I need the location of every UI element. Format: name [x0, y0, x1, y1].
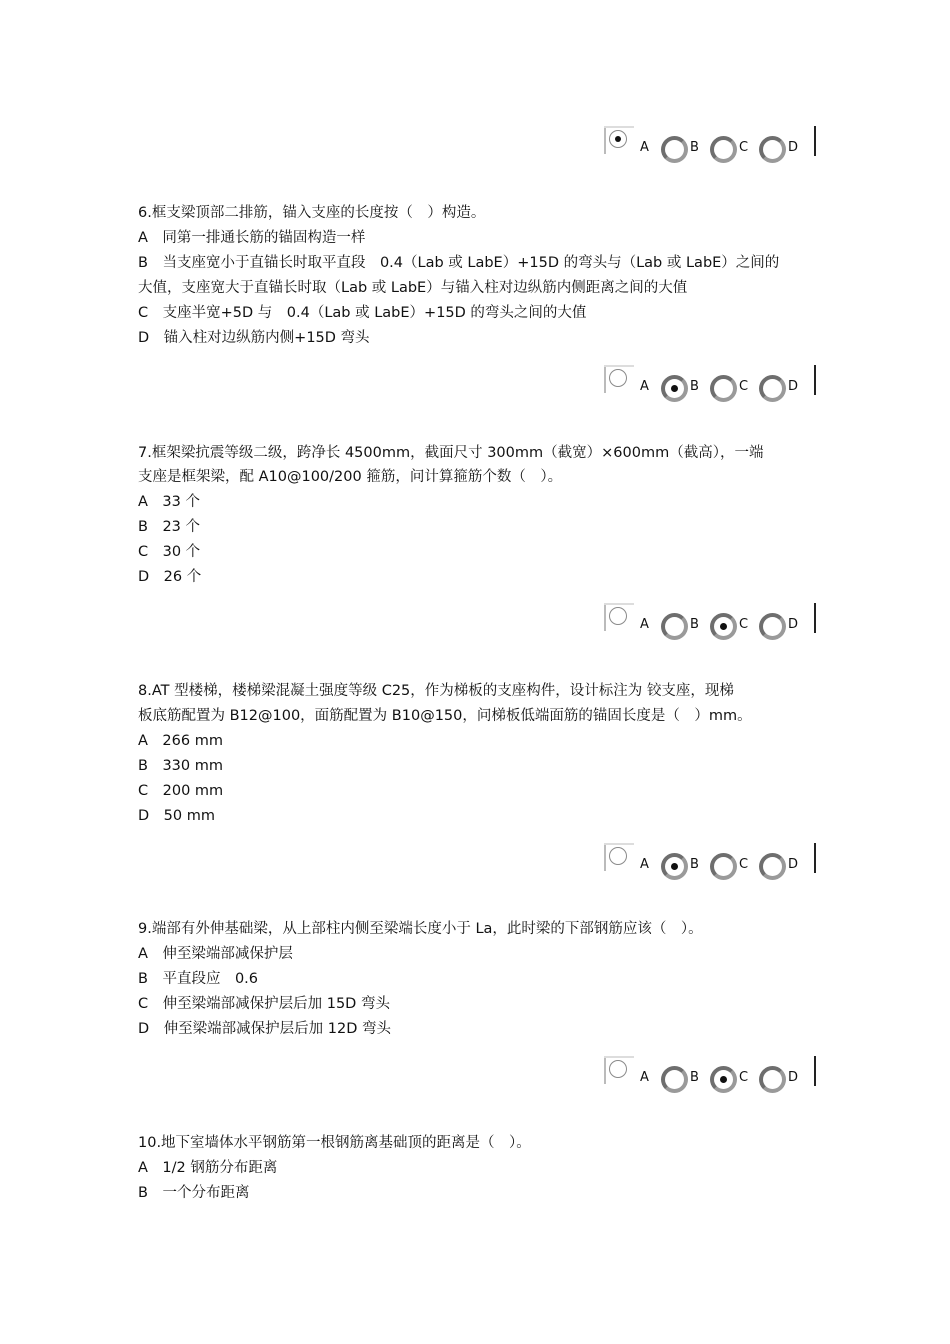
answer-row-7	[604, 603, 818, 637]
radio-label-b: B	[690, 140, 699, 155]
radio-label-a: A	[640, 857, 649, 872]
radio-b[interactable]	[661, 613, 688, 640]
radio-label-c: C	[739, 617, 749, 632]
divider	[814, 126, 816, 156]
frame-edge	[604, 603, 634, 605]
radio-label-d: D	[788, 1070, 799, 1085]
radio-label-b: B	[690, 1070, 699, 1085]
radio-a[interactable]	[609, 369, 627, 387]
option-c: C 30 个	[138, 544, 201, 560]
option-a: A 同第一排通长筋的锚固构造一样	[138, 230, 366, 246]
radio-a[interactable]	[609, 847, 627, 865]
answer-row-5	[604, 126, 818, 160]
option-d: D 伸至梁端部减保护层后加 12D 弯头	[138, 1021, 391, 1037]
option-d: D 26 个	[138, 569, 202, 585]
question-stem: 6.框支梁顶部二排筋，锚入支座的长度按（ ）构造。	[138, 205, 486, 221]
radio-b[interactable]	[661, 136, 688, 163]
frame-edge	[604, 843, 634, 845]
radio-label-c: C	[739, 1070, 749, 1085]
answer-row-6	[604, 365, 818, 399]
frame-edge	[604, 843, 606, 871]
radio-d[interactable]	[759, 613, 786, 640]
radio-c[interactable]	[710, 1066, 737, 1093]
frame-edge	[604, 1056, 606, 1084]
radio-label-a: A	[640, 1070, 649, 1085]
selected-dot	[615, 136, 621, 142]
selected-dot	[720, 623, 727, 630]
radio-d[interactable]	[759, 1066, 786, 1093]
selected-dot	[671, 385, 678, 392]
radio-c[interactable]	[710, 613, 737, 640]
option-a: A 33 个	[138, 494, 200, 510]
option-d: D 锚入柱对边纵筋内侧+15D 弯头	[138, 330, 370, 346]
radio-c[interactable]	[710, 136, 737, 163]
option-c: C 200 mm	[138, 783, 224, 799]
question-stem: 10.地下室墙体水平钢筋第一根钢筋离基础顶的距离是（ ）。	[138, 1135, 531, 1151]
frame-edge	[604, 365, 606, 393]
frame-edge	[604, 365, 634, 367]
question-stem: 9.端部有外伸基础梁，从上部柱内侧至梁端长度小于 La，此时梁的下部钢筋应该（ ）。	[138, 921, 703, 937]
option-d: D 50 mm	[138, 808, 215, 824]
divider	[814, 603, 816, 633]
radio-c[interactable]	[710, 853, 737, 880]
radio-b[interactable]	[661, 1066, 688, 1093]
option-a: A 伸至梁端部减保护层	[138, 946, 293, 962]
radio-label-c: C	[739, 140, 749, 155]
radio-label-a: A	[640, 379, 649, 394]
option-b: B 330 mm	[138, 758, 223, 774]
radio-b[interactable]	[661, 375, 688, 402]
radio-a[interactable]	[609, 130, 627, 148]
selected-dot	[720, 1076, 727, 1083]
radio-label-a: A	[640, 140, 649, 155]
radio-label-c: C	[739, 857, 749, 872]
frame-edge	[604, 1056, 634, 1058]
option-b: B 当支座宽小于直锚长时取平直段 0.4（Lab 或 LabE）+15D 的弯头与（Lab 或 LabE）之间的	[138, 255, 780, 271]
radio-b[interactable]	[661, 853, 688, 880]
frame-edge	[604, 126, 606, 154]
radio-c[interactable]	[710, 375, 737, 402]
divider	[814, 365, 816, 395]
option-b: B 一个分布距离	[138, 1185, 250, 1201]
radio-label-d: D	[788, 379, 799, 394]
frame-edge	[604, 126, 634, 128]
selected-dot	[671, 863, 678, 870]
radio-d[interactable]	[759, 136, 786, 163]
radio-a[interactable]	[609, 607, 627, 625]
divider	[814, 843, 816, 873]
option-a: A 1/2 钢筋分布距离	[138, 1160, 278, 1176]
option-a: A 266 mm	[138, 733, 223, 749]
question-stem-continued: 支座是框架梁，配 A10@100/200 箍筋，问计算箍筋个数（ ）。	[138, 469, 563, 485]
radio-label-d: D	[788, 617, 799, 632]
radio-label-b: B	[690, 857, 699, 872]
radio-label-c: C	[739, 379, 749, 394]
question-stem: 7.框架梁抗震等级二级，跨净长 4500mm，截面尺寸 300mm（截宽）×600mm（截高），一端	[138, 445, 764, 461]
radio-label-b: B	[690, 379, 699, 394]
radio-label-d: D	[788, 857, 799, 872]
option-c: C 支座半宽+5D 与 0.4（Lab 或 LabE）+15D 的弯头之间的大值	[138, 305, 587, 321]
radio-label-a: A	[640, 617, 649, 632]
answer-row-9	[604, 1056, 818, 1090]
option-b: B 23 个	[138, 519, 201, 535]
divider	[814, 1056, 816, 1086]
radio-a[interactable]	[609, 1060, 627, 1078]
option-b-continued: 大值，支座宽大于直锚长时取（Lab 或 LabE）与锚入柱对边纵筋内侧距离之间的大值	[138, 280, 688, 296]
option-b: B 平直段应 0.6	[138, 971, 259, 987]
radio-label-d: D	[788, 140, 799, 155]
question-stem: 8.AT 型楼梯，楼梯梁混凝土强度等级 C25，作为梯板的支座构件，设计标注为 铰支座，现梯	[138, 683, 734, 699]
radio-d[interactable]	[759, 375, 786, 402]
radio-label-b: B	[690, 617, 699, 632]
option-c: C 伸至梁端部减保护层后加 15D 弯头	[138, 996, 390, 1012]
answer-row-8	[604, 843, 818, 877]
frame-edge	[604, 603, 606, 631]
radio-d[interactable]	[759, 853, 786, 880]
question-stem-continued: 板底筋配置为 B12@100，面筋配置为 B10@150，问梯板低端面筋的锚固长度是（ ）mm。	[138, 708, 752, 724]
